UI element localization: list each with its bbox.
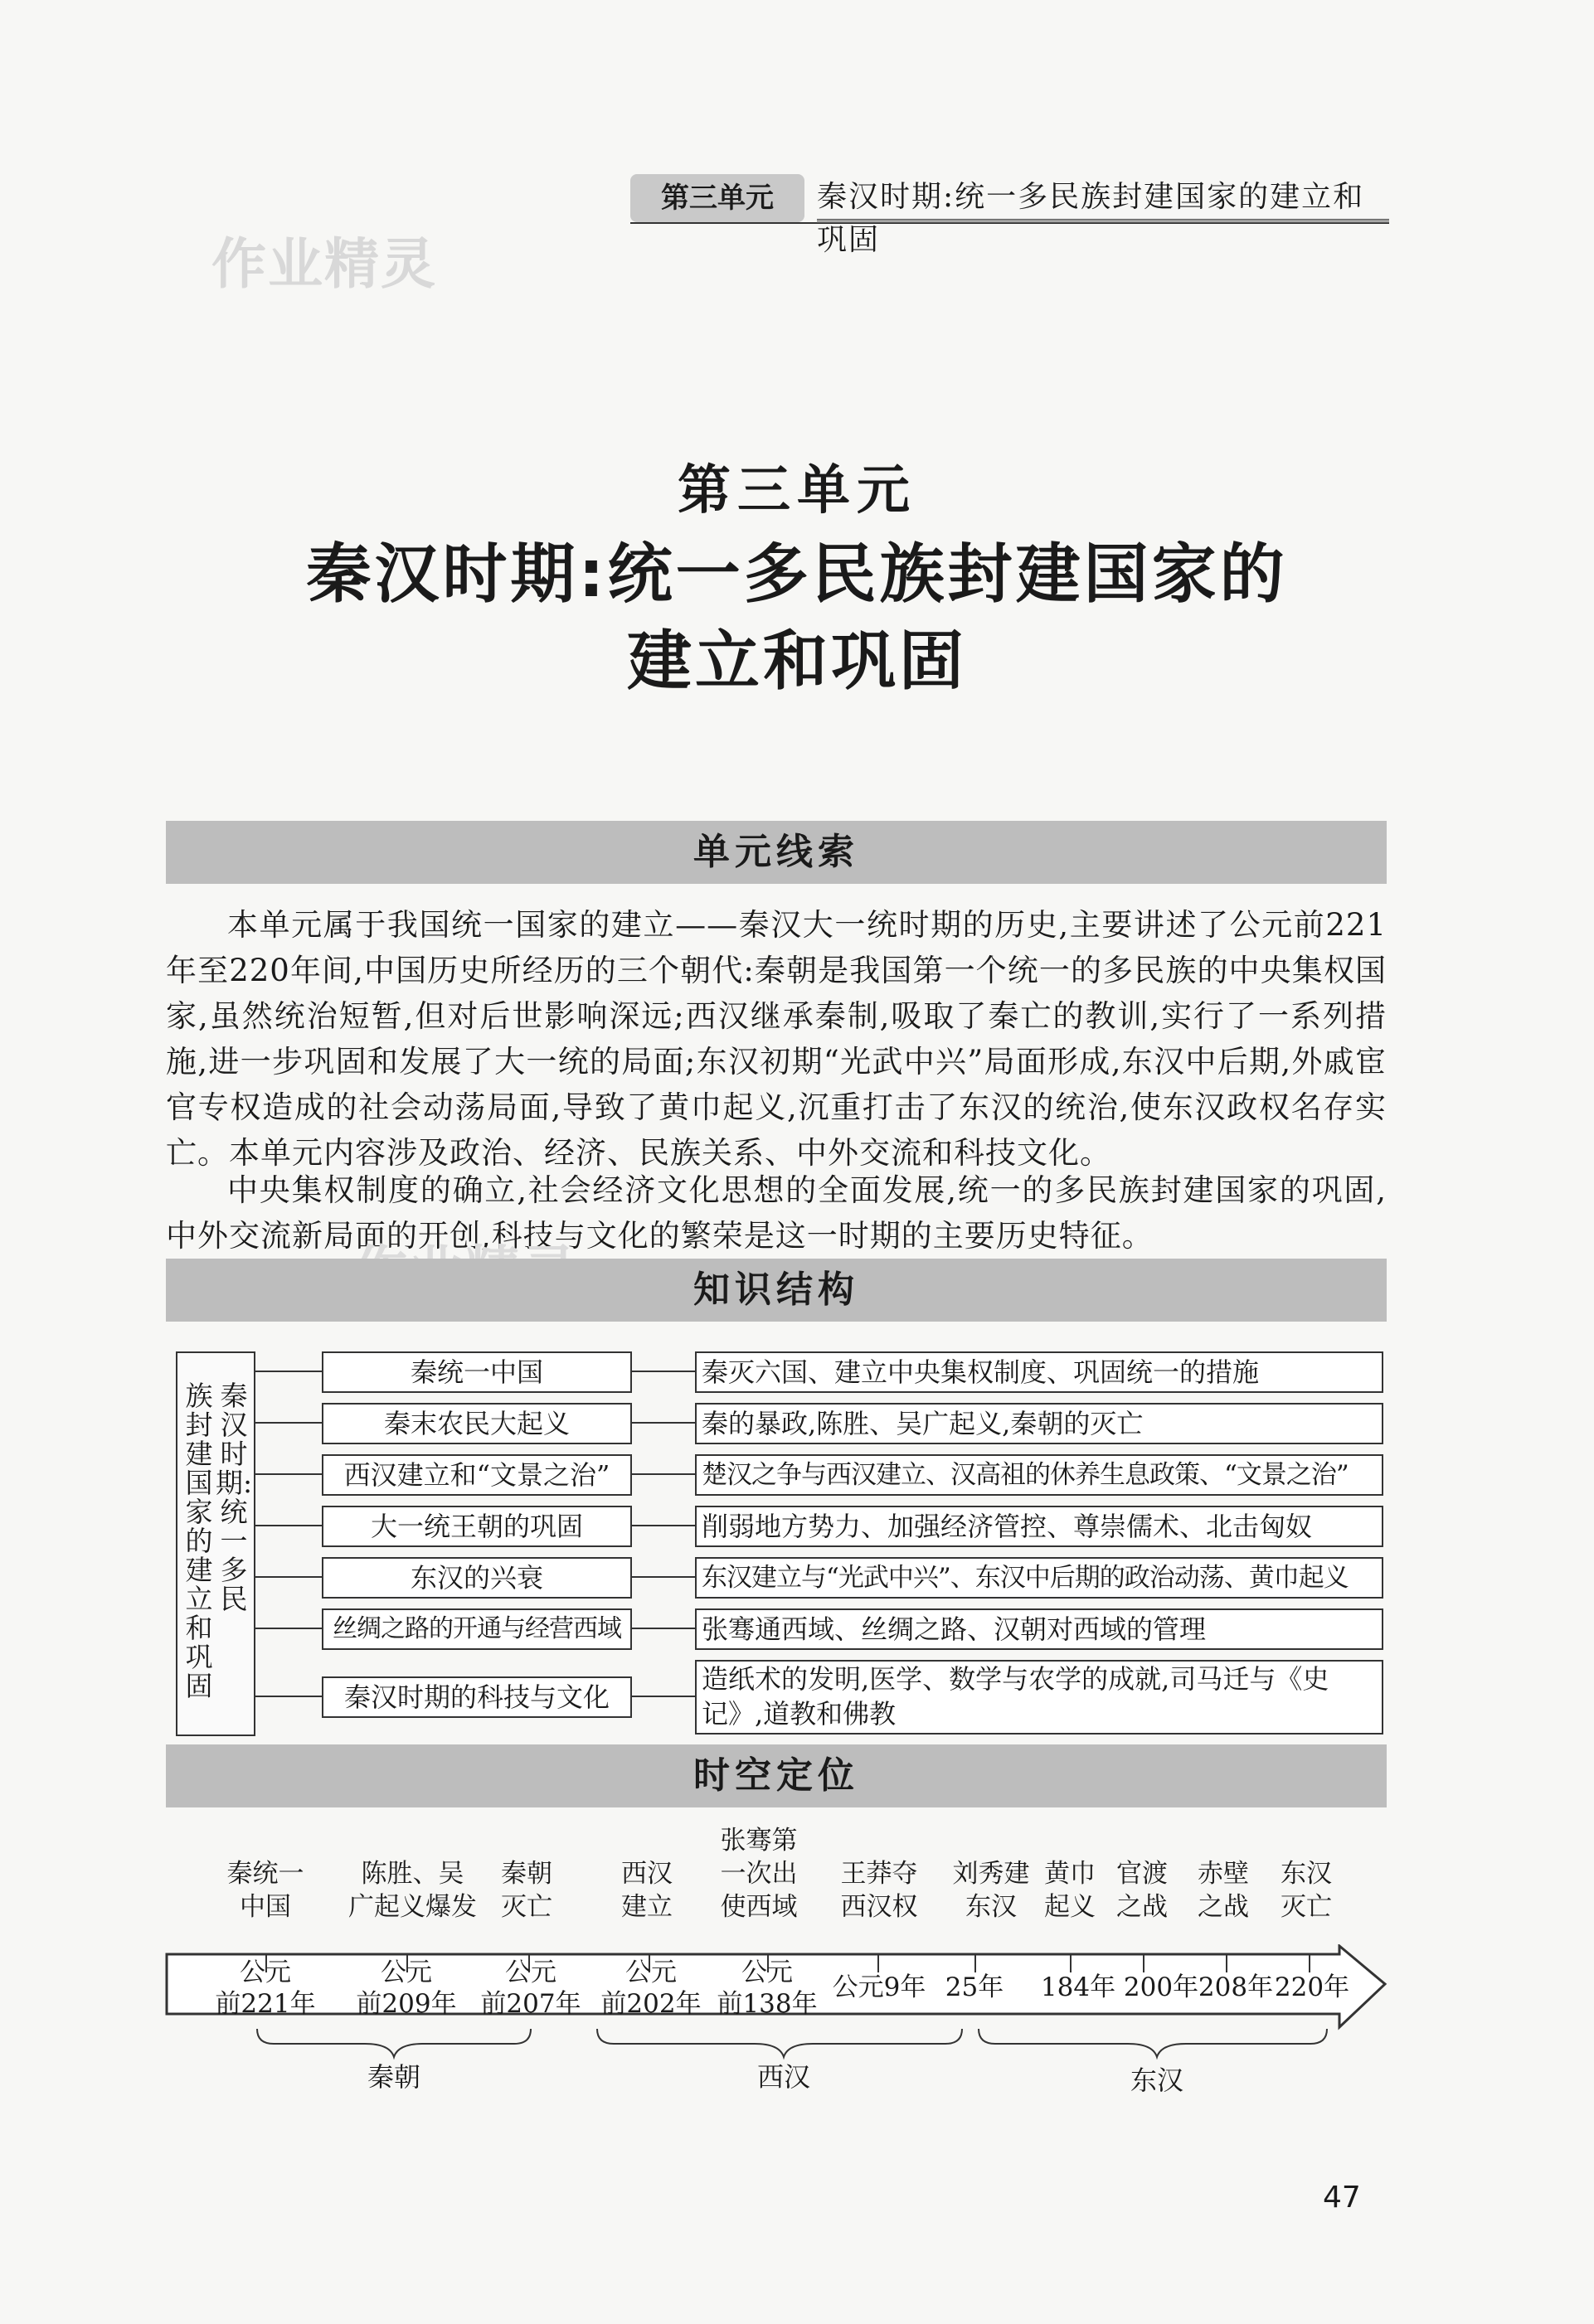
- timeline-event: 陈胜、吴 广起义爆发: [348, 1859, 477, 1922]
- connector: [630, 1371, 695, 1372]
- structure-detail: 削弱地方势力、加强经济管控、尊崇儒术、北击匈奴: [695, 1506, 1383, 1547]
- structure-detail: 东汉建立与“光武中兴”、东汉中后期的政治动荡、黄巾起义: [695, 1557, 1383, 1599]
- timeline-year: 公元9年: [832, 1972, 926, 2002]
- structure-topic: 秦汉时期的科技与文化: [322, 1676, 632, 1718]
- timeline-tick: [1309, 1954, 1310, 1972]
- connector: [254, 1576, 322, 1578]
- timeline-tick: [1226, 1954, 1227, 1972]
- timeline-year: 公元 前209年: [356, 1958, 457, 2019]
- unit-label: 第三单元: [678, 460, 916, 522]
- structure-topic: 秦末农民大起义: [322, 1403, 632, 1444]
- dynasty-western-han: 西汉: [756, 2061, 810, 2093]
- structure-topic: 秦统一中国: [322, 1351, 632, 1393]
- header-unit-tag: 第三单元: [630, 174, 804, 222]
- timeline-event: 西汉 建立: [621, 1859, 673, 1922]
- timeline-event: 黄巾 起义: [1044, 1859, 1096, 1922]
- section-heading-structure: 知识结构: [166, 1259, 1387, 1322]
- timeline-event: 张骞第 一次出 使西域: [720, 1826, 798, 1922]
- timeline-tick: [877, 1954, 879, 1972]
- timeline-event: 秦统一 中国: [226, 1859, 304, 1922]
- structure-topic: 大一统王朝的巩固: [322, 1506, 632, 1547]
- structure-root-box: [176, 1351, 255, 1736]
- timeline-year: 208年: [1198, 1972, 1274, 2002]
- structure-root-text-col2: 族封建国家的建立和巩固: [185, 1380, 213, 1702]
- timeline-year: 200年: [1123, 1972, 1199, 2002]
- timeline-year: 25年: [945, 1972, 1004, 2002]
- timeline-event: 秦朝 灭亡: [501, 1859, 552, 1922]
- section-heading-clues: 单元线索: [166, 821, 1387, 884]
- structure-detail: 秦灭六国、建立中央集权制度、巩固统一的措施: [695, 1351, 1383, 1393]
- timeline-tick: [1070, 1954, 1072, 1972]
- timeline-event: 赤壁 之战: [1198, 1859, 1249, 1922]
- unit-title-line-2: 建立和巩固: [626, 624, 967, 699]
- connector: [630, 1576, 695, 1578]
- dynasty-eastern-han: 东汉: [1130, 2064, 1183, 2096]
- connector: [254, 1628, 322, 1629]
- timeline-year: 公元 前202年: [600, 1958, 702, 2019]
- structure-topic: 西汉建立和“文景之治”: [322, 1454, 632, 1496]
- connector: [254, 1422, 322, 1424]
- structure-detail: 造纸术的发明,医学、数学与农学的成就,司马迁与《史记》,道教和佛教: [695, 1660, 1383, 1735]
- dynasty-braces: [249, 2027, 1335, 2060]
- connector: [630, 1628, 695, 1629]
- clues-paragraph-2: 中央集权制度的确立,社会经济文化思想的全面发展,统一的多民族封建国家的巩固,中外交流新局面的开创,科技与文化的繁荣是这一时期的主要历史特征。: [166, 1172, 1387, 1254]
- structure-detail: 秦的暴政,陈胜、吴广起义,秦朝的灭亡: [695, 1403, 1383, 1444]
- timeline-event: 东汉 灭亡: [1281, 1859, 1332, 1922]
- connector: [630, 1525, 695, 1526]
- structure-root-text-col1: 秦汉时期:统一多民: [216, 1380, 253, 1615]
- structure-topic: 丝绸之路的开通与经营西域: [322, 1608, 632, 1650]
- unit-title-line-1: 秦汉时期:统一多民族封建国家的: [306, 537, 1288, 612]
- timeline-event: 王莽夺 西汉权: [840, 1859, 918, 1922]
- timeline-tick: [1143, 1954, 1144, 1972]
- timeline-tick: [974, 1954, 976, 1972]
- header-title: 秦汉时期:统一多民族封建国家的建立和巩固: [817, 176, 1389, 221]
- connector: [254, 1473, 322, 1475]
- timeline-year: 公元 前221年: [215, 1958, 316, 2019]
- connector: [254, 1371, 322, 1372]
- dynasty-qin: 秦朝: [367, 2061, 420, 2093]
- structure-detail: 张骞通西域、丝绸之路、汉朝对西域的管理: [695, 1608, 1383, 1650]
- timeline-event: 官渡 之战: [1116, 1859, 1168, 1922]
- structure-detail: 楚汉之争与西汉建立、汉高祖的休养生息政策、“文景之治”: [695, 1454, 1383, 1496]
- page-number: 47: [1323, 2181, 1361, 2215]
- header-rule: [630, 222, 1389, 224]
- connector: [630, 1696, 695, 1697]
- timeline-year: 220年: [1274, 1972, 1350, 2002]
- structure-topic: 东汉的兴衰: [322, 1557, 632, 1599]
- section-heading-timeline: 时空定位: [166, 1744, 1387, 1807]
- timeline-year: 公元 前138年: [717, 1958, 818, 2019]
- clues-paragraph-1: 本单元属于我国统一国家的建立——秦汉大一统时期的历史,主要讲述了公元前221年至220年间,中国历史所经历的三个朝代:秦朝是我国第一个统一的多民族的中央集权国家,虽然统治短暂,但对后世影响深远;西汉继承秦制,吸取了秦亡的教训,实行了一系列措施,进一步巩固和发展了大一统的局面;东汉初期“光武中兴”局面形成,东汉中后期,外戚宦官专权造成的社会动荡局面,导致了黄巾起义,沉重打击了东汉的统治,使东汉政权名存实亡。本单元内容涉及政治、经济、民族关系、中外交流和科技文化。: [166, 907, 1387, 1171]
- connector: [630, 1422, 695, 1424]
- timeline-year: 184年: [1040, 1972, 1116, 2002]
- watermark: 作业精灵: [211, 232, 437, 296]
- connector: [254, 1525, 322, 1526]
- connector: [254, 1696, 322, 1697]
- timeline-year: 公元 前207年: [480, 1958, 581, 2019]
- timeline-event: 刘秀建 东汉: [952, 1859, 1030, 1922]
- connector: [630, 1473, 695, 1475]
